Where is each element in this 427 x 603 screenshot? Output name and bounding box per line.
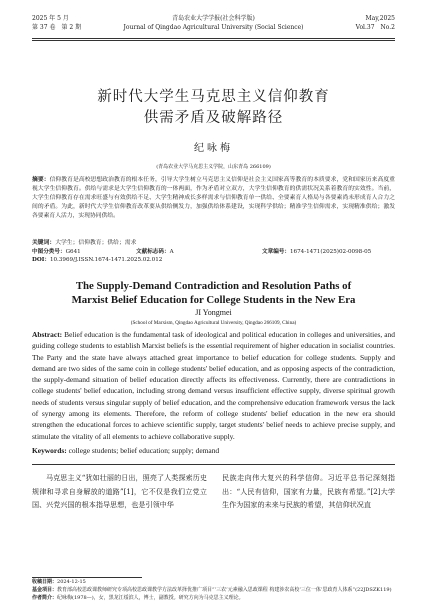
body-left-column: 马克思主义“犹如壮丽的日出，照亮了人类探索历史规律和寻求自身解放的道路”[1]，它不仅是我们立党立国、兴党兴国的根本指导思想，也是引领中华 — [32, 473, 207, 510]
received-date: 2024-12-15 — [57, 579, 86, 585]
doc-label: 文献标志码： — [136, 249, 170, 255]
author-en: JI Yongmei — [195, 308, 232, 317]
footnotes — [32, 579, 395, 602]
title-en-line-1: The Supply-Demand Contradiction and Resolution Paths of — [75, 280, 352, 292]
abstract-zh — [32, 176, 395, 221]
title-zh — [0, 87, 427, 129]
journal-name-zh: 青岛农业大学学报(社会科学版) — [172, 15, 255, 22]
abstract-en-label: Abstract: — [32, 330, 63, 339]
document-code — [136, 248, 174, 256]
article-number — [262, 248, 371, 256]
clc-label: 中图分类号： — [32, 249, 66, 255]
art-label: 文章编号： — [262, 249, 290, 255]
doi-label: DOI： — [32, 257, 50, 263]
bio-text: 纪咏梅(1978—)，女，黑龙江绥滨人，博士，副教授。研究方向为马克思主义理论。 — [57, 594, 244, 601]
footnote-received — [32, 579, 395, 587]
header-rule-thin — [32, 40, 395, 41]
received-label: 收稿日期： — [32, 579, 58, 585]
doi — [32, 256, 162, 264]
doi-value: 10.3969/J.ISSN.1674-1471.2025.02.012 — [49, 257, 163, 263]
affiliation-zh: (青岛农业大学马克思主义学院，山东青岛 266109) — [156, 164, 271, 170]
header-rule — [32, 38, 395, 39]
abstract-zh-text: 信仰教育是高校思想政治教育的根本任务，引导大学生树立马克思主义信仰是社会主义国家高等教育的本质要求，党和国家历来高度重视大学生信仰教育。供给与需求是大学生信仰教育的一体两面，作为矛盾对立双方，大学生信仰教育的供需状况关系着教育的实效性。当前，大学生信仰教育存在需求旺盛与有效供给不足、大学生精神成长多样需求与信仰教育单一供给、全要素育人格局与各要素尚未形成育人合力之间的矛盾。为此，新时代大学生信仰教育改革要从供给侧发力，加强供给体系建设，实现科学供给；精准学生信仰需求，实现精准供给；激发各要素育人活力，实现协同供给。 — [32, 177, 395, 219]
body-right-column: 民族走向伟大复兴的科学信仰。习近平总书记深刻指出：“人民有信仰，国家有力量，民族有希望。”[2]大学生作为国家的未来与民族的希望，其信仰状况直 — [222, 473, 395, 510]
doc-value: A — [169, 249, 174, 255]
fund-label: 基金项目： — [32, 586, 58, 593]
header-center — [32, 14, 395, 32]
keywords-en — [32, 446, 395, 456]
title-en — [0, 279, 427, 307]
footnote-fund — [32, 587, 395, 595]
title-zh-line-2: 供需矛盾及破解路径 — [143, 110, 284, 126]
header-volume-en: Vol.37 No.2 — [355, 24, 395, 31]
keywords-zh-label: 关键词： — [32, 240, 56, 246]
fund-text: 教育部高校思政课教师研究专项高校思政课教学方法改革择优推广项目“‘三农’元素融入思政课程 构建涉农高校‘三位一体’思政育人体系”(22JDSZK119) — [57, 586, 392, 593]
abstract-en-text: Belief education is the fundamental task of ideological and political education in colleges and universities, and guiding college students to establish Marxist beliefs is the essential requirement of higher education in socialist countries. The Party and the state have always attached great importance to belief education for college students. Supply and demand are two sides of the same coin in college students' belief education, and as opposing aspects of the contradiction, the supply-demand situation of belief education directly affects its effectiveness. Currently, there are contradictions in college students' belief education, including strong demand versus insufficient effective supply, diverse spiritual growth needs of students versus singular supply of belief education, and the comprehensive education framework versus the lack of synergy among its elements. Therefore, the reform of college students' belief education in the new era should strengthen the educational forces to achieve scientific supply, target students' belief needs to achieve precise supply, and stimulate the vitality of all elements to achieve collaborative supply. — [32, 330, 395, 441]
header-volume: 第 37 卷 第 2 期 — [32, 24, 82, 31]
header-date: 2025 年 5 月 — [32, 15, 69, 22]
keywords-en-label: Keywords: — [32, 446, 67, 455]
clc-value: G641 — [65, 249, 81, 255]
journal-name-en: Journal of Qingdao Agricultural University (Social Science) — [123, 24, 304, 31]
art-value: 1674-1471(2025)02-0098-05 — [289, 249, 372, 255]
bio-label: 作者简介： — [32, 594, 58, 601]
keywords-en-text: college students; belief education; supply; demand — [66, 446, 220, 455]
header-right — [356, 14, 395, 32]
footnote-bio — [32, 595, 395, 603]
abstract-en — [32, 329, 395, 442]
footnote-rule — [32, 577, 142, 578]
abstract-zh-label: 摘要： — [32, 177, 50, 183]
clc-number — [32, 248, 81, 256]
title-en-line-2: Marxist Belief Education for College Students in the New Era — [71, 294, 356, 306]
title-zh-line-1: 新时代大学生马克思主义信仰教育 — [97, 89, 330, 105]
keywords-zh-text: 大学生；信仰教育；供给；需求 — [55, 240, 137, 246]
author-zh: 纪咏梅 — [194, 143, 233, 154]
abstract-body-divider — [32, 464, 395, 465]
header-date-en: May,2025 — [365, 15, 395, 22]
affiliation-en: (School of Marxism, Qingdao Agricultural University, Qingdao 266109, China) — [130, 320, 297, 326]
running-header — [32, 14, 395, 50]
keywords-zh — [32, 239, 395, 248]
